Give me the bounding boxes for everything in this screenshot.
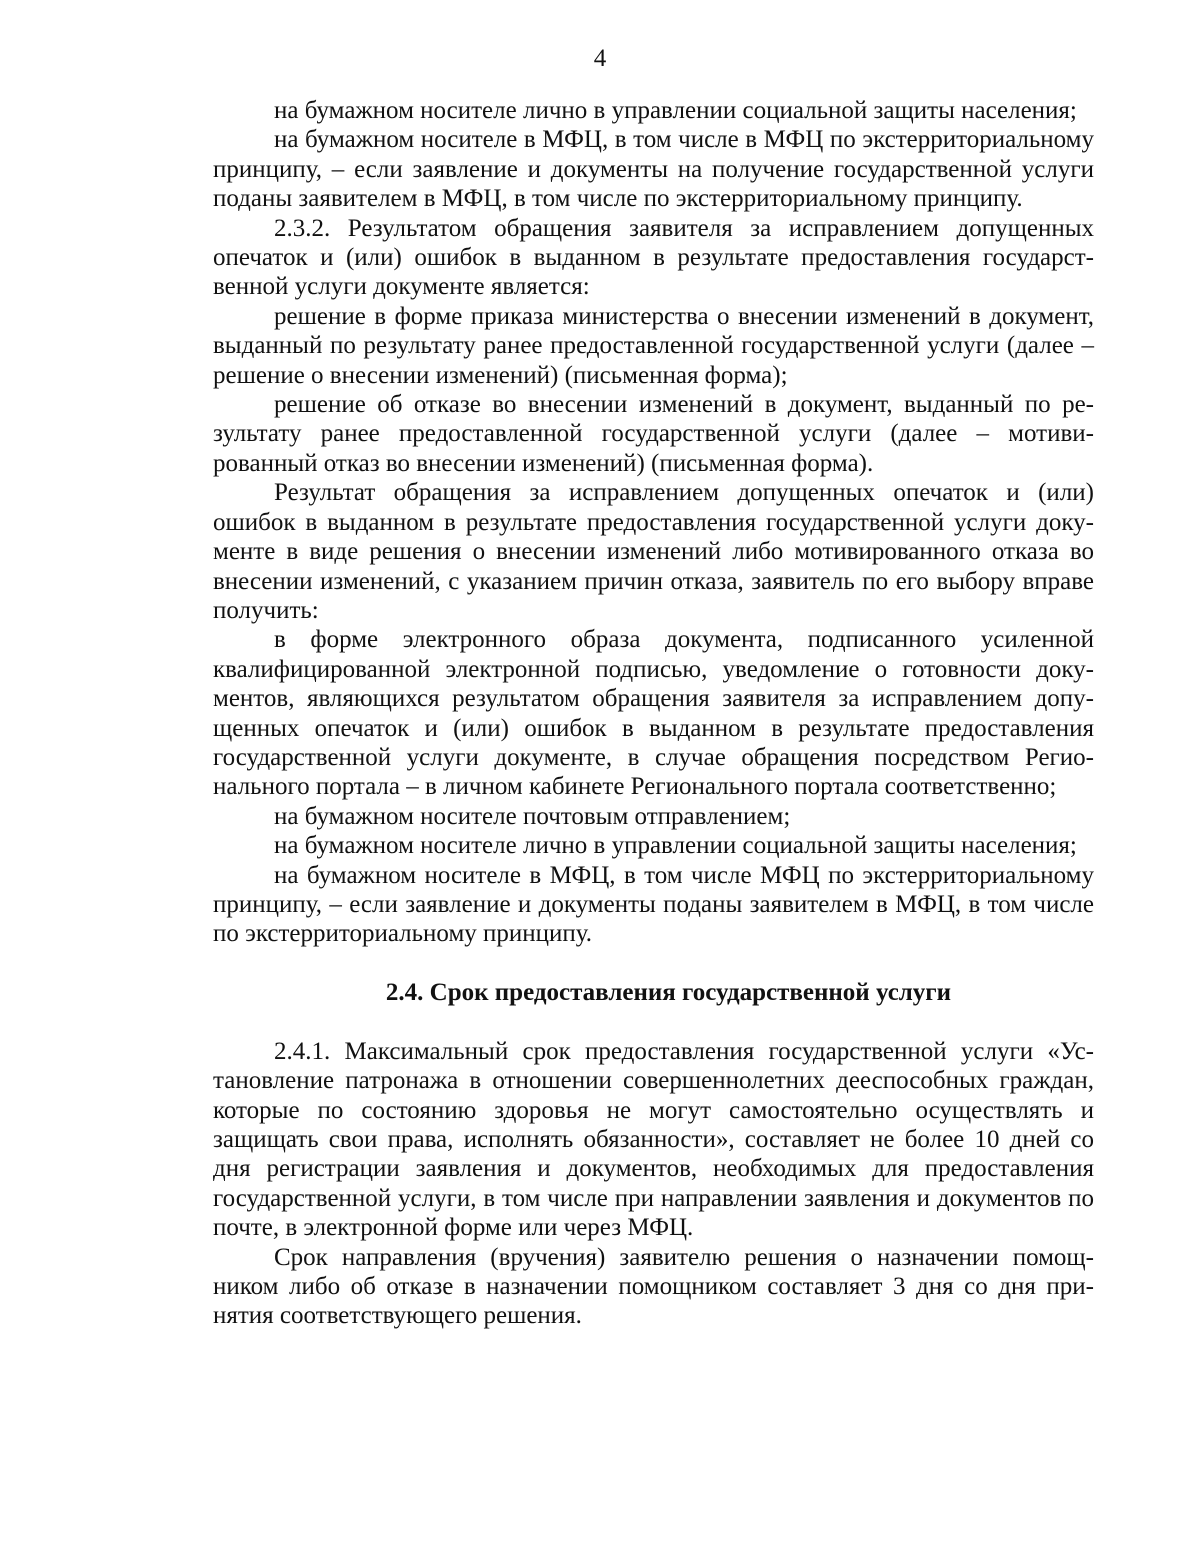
paragraph: 2.3.2. Результатом обращения заявителя за исправлением допущенных опечаток и (или) ошибок в выданном в результате предоставления государственной услуги документе является: (213, 214, 1094, 301)
paragraph: на бумажном носителе лично в управлении социальной защиты населения; (274, 832, 1077, 860)
paragraph: 2.4.1. Максимальный срок предоставления государственной услуги «Установление патронажа в отношении совершеннолетних дееспособных граждан, которые по состоянию здоровья не могут самостоятельно осуществлять и защищать свои права, исполнять обязанности», составляет не более 10 дней со дня регистрации заявления и документов, необходимых для предоставления государственной услуги, в том числе при направлении заявления и документов по почте, в электронной форме или через МФЦ. (213, 1037, 1094, 1242)
page-number: 4 (593, 45, 607, 72)
paragraph: на бумажном носителе почтовым отправлением; (274, 802, 791, 830)
paragraph: в форме электронного образа документа, подписанного усиленной квалифицированной электронной подписью, уведомление о готовности документов, являющихся результатом обращения заявителя за исправлением допущенных опечаток и (или) ошибок в выданном в результате предоставления государственной услуги документе, в случае обращения посредством Регионального портала – в личном кабинете Регионального портала соответственно; (213, 626, 1094, 801)
section-heading: 2.4. Срок предоставления государственной услуги (385, 978, 952, 1006)
document-body (213, 96, 1094, 1331)
paragraph: на бумажном носителе лично в управлении социальной защиты населения; (274, 97, 1077, 124)
paragraph: решение об отказе во внесении изменений в документ, выданный по результату ранее предоставленной государственной услуги (далее – мотивированный отказ во внесении изменений) (письменная форма). (213, 391, 1094, 477)
paragraph: Результат обращения за исправлением допущенных опечаток и (или) ошибок в выданном в результате предоставления государственной услуги документе в виде решения о внесении изменений либо мотивированного отказа во внесении изменений, с указанием причин отказа, заявитель по его выбору вправе получить: (213, 479, 1094, 624)
paragraph: Срок направления (вручения) заявителю решения о назначении помощником либо об отказе в назначении помощником составляет 3 дня со дня принятия соответствующего решения. (213, 1243, 1094, 1330)
paragraph: решение в форме приказа министерства о внесении изменений в документ, выданный по результату ранее предоставленной государственной услуги (далее – решение о внесении изменений) (письменная форма); (213, 302, 1094, 389)
paragraph: на бумажном носителе в МФЦ, в том числе в МФЦ по экстерриториальному принципу, – если заявление и документы на получение государственной услуги поданы заявителем в МФЦ, в том числе по экстерриториальному принципу. (213, 126, 1094, 213)
paragraph: на бумажном носителе в МФЦ, в том числе МФЦ по экстерриториальному принципу, – если заявление и документы поданы заявителем в МФЦ, в том числе по экстерриториальному принципу. (213, 861, 1094, 948)
